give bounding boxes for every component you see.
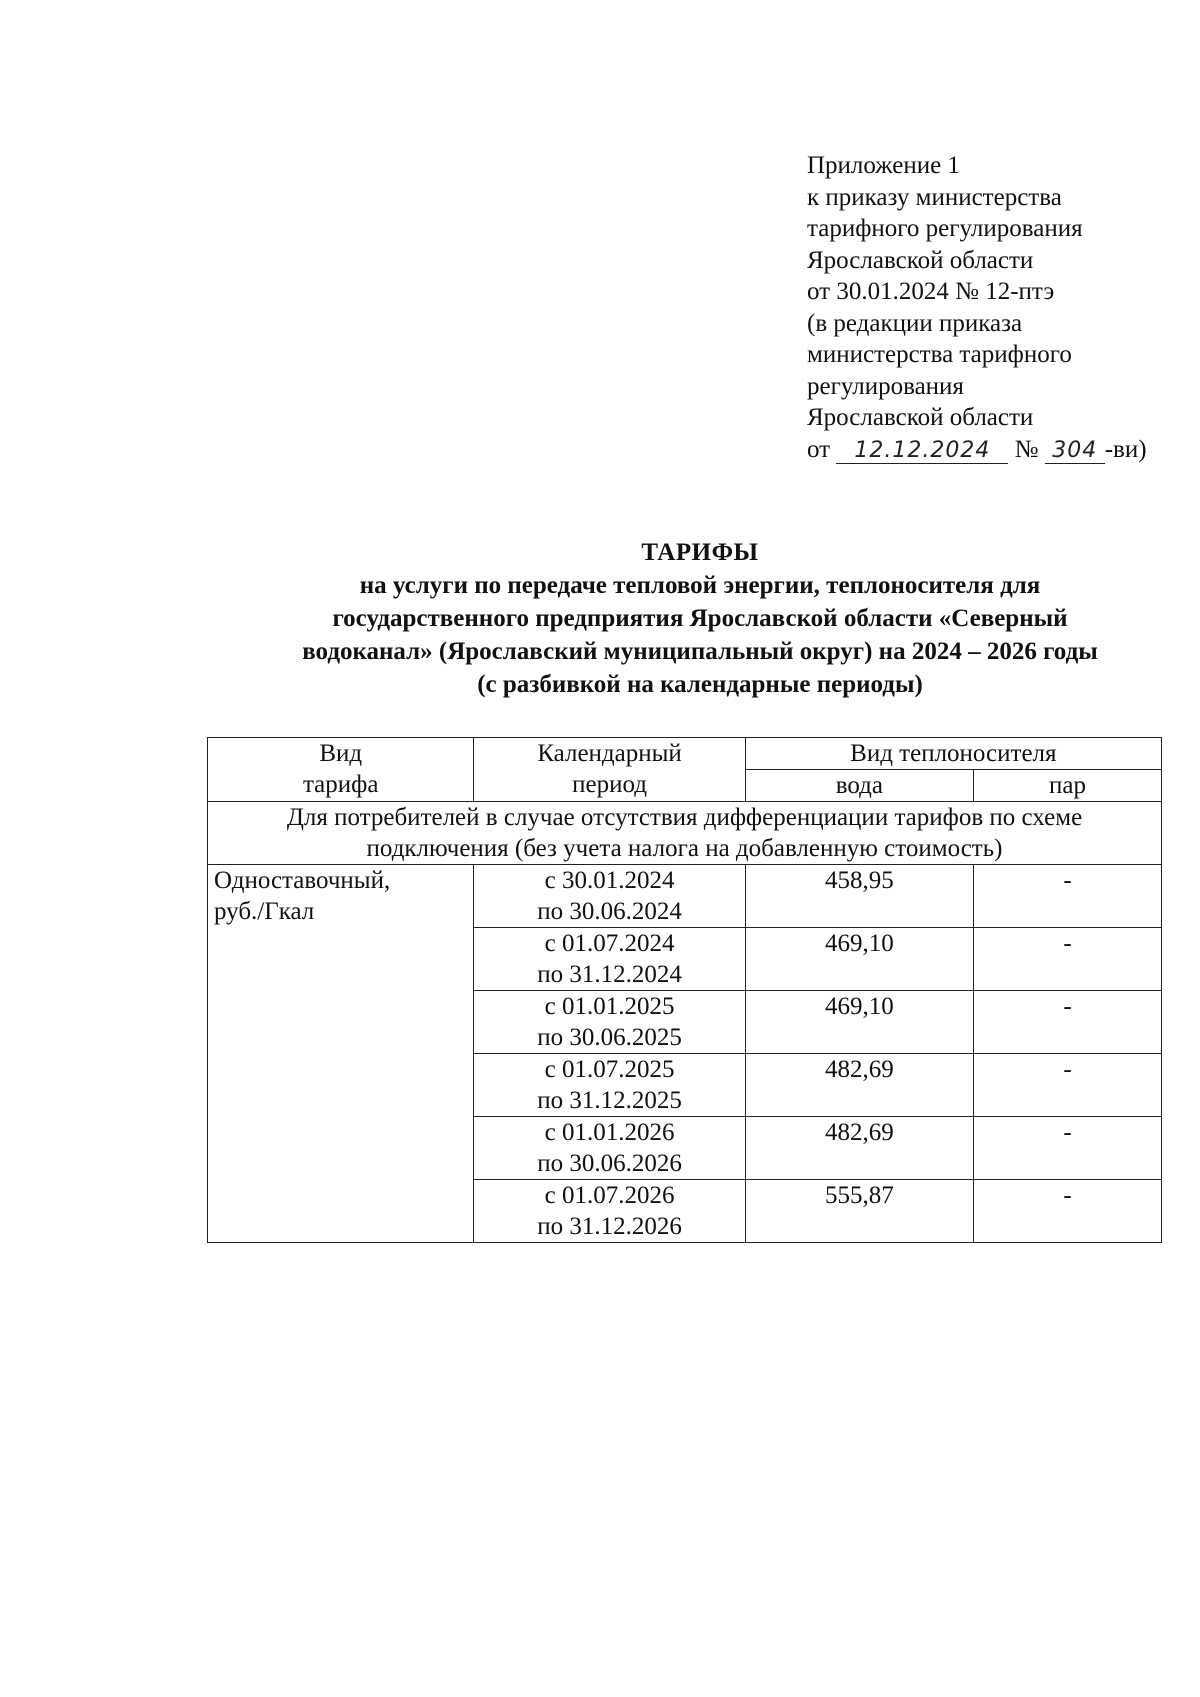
water-value: 469,10: [745, 928, 973, 991]
table-header-row: [208, 738, 1162, 770]
title-line: (с разбивкой на календарные периоды): [477, 671, 923, 698]
header-tariff-type: [208, 738, 474, 802]
period-cell: [474, 1054, 745, 1117]
period-from: с 30.01.2024: [544, 867, 675, 894]
steam-value: -: [974, 1054, 1162, 1117]
period-from: с 01.01.2025: [544, 993, 675, 1020]
appendix-block: [807, 150, 1147, 465]
period-cell: [474, 1117, 745, 1180]
tariff-unit: руб./Гкал: [214, 898, 315, 925]
handwritten-number: 304: [1045, 439, 1105, 464]
water-value: 555,87: [745, 1180, 973, 1243]
tariff-name: Одноставочный,: [214, 867, 391, 894]
period-from: с 01.01.2026: [544, 1119, 675, 1146]
appendix-from-label: от: [807, 435, 831, 463]
section-text: Для потребителей в случае отсутствия дифференциации тарифов по схеме: [286, 804, 1083, 831]
appendix-line: от 30.01.2024 № 12-птэ: [807, 278, 1055, 305]
appendix-line: министерства тарифного: [807, 341, 1072, 368]
period-from: с 01.07.2026: [544, 1182, 675, 1209]
handwritten-date: 12.12.2024: [836, 439, 1008, 464]
title-line: на услуги по передаче тепловой энергии, теплоносителя для: [359, 572, 1041, 599]
period-to: по 31.12.2024: [537, 961, 682, 988]
header-water: вода: [745, 770, 973, 802]
number-sign: №: [1014, 435, 1039, 463]
document-title: ТАРИФЫ: [641, 539, 759, 566]
header-steam: пар: [974, 770, 1162, 802]
section-row: [208, 802, 1162, 865]
appendix-line: Ярославской области: [807, 404, 1034, 431]
steam-value: -: [974, 928, 1162, 991]
period-to: по 31.12.2025: [537, 1087, 682, 1114]
header-text: Вид: [319, 740, 363, 767]
steam-value: -: [974, 991, 1162, 1054]
period-cell: [474, 865, 745, 928]
steam-value: -: [974, 1117, 1162, 1180]
header-text: Календарный: [537, 740, 682, 767]
tariff-name-cell: [208, 865, 474, 1243]
steam-value: -: [974, 865, 1162, 928]
document-title-block: [200, 536, 1200, 701]
period-to: по 30.06.2026: [537, 1150, 682, 1177]
appendix-line: (в редакции приказа: [807, 309, 1023, 337]
period-from: с 01.07.2025: [544, 1056, 675, 1083]
water-value: 458,95: [745, 865, 973, 928]
table-row: [208, 865, 1162, 928]
period-cell: [474, 991, 745, 1054]
appendix-suffix: -ви): [1104, 435, 1147, 463]
water-value: 482,69: [745, 1054, 973, 1117]
appendix-last-line: [807, 434, 1147, 466]
period-from: с 01.07.2024: [544, 930, 675, 957]
steam-value: -: [974, 1180, 1162, 1243]
appendix-line: тарифного регулирования: [807, 215, 1083, 242]
section-title: [208, 802, 1162, 865]
tariffs-table: [207, 737, 1162, 1243]
section-text: подключения (без учета налога на добавленную стоимость): [366, 835, 1003, 862]
header-text: тарифа: [302, 771, 379, 798]
appendix-line: к приказу министерства: [807, 183, 1062, 211]
title-line: водоканал» (Ярославский муниципальный округ) на 2024 – 2026 годы: [302, 638, 1098, 665]
period-cell: [474, 1180, 745, 1243]
header-text: период: [572, 771, 647, 798]
appendix-line: регулирования: [807, 372, 964, 400]
header-period: [474, 738, 745, 802]
water-value: 482,69: [745, 1117, 973, 1180]
appendix-line: Приложение 1: [807, 152, 960, 179]
header-carrier: Вид теплоносителя: [745, 738, 1161, 770]
period-to: по 30.06.2024: [537, 898, 682, 925]
period-cell: [474, 928, 745, 991]
period-to: по 31.12.2026: [537, 1213, 682, 1240]
title-line: государственного предприятия Ярославской области «Северный: [332, 605, 1068, 632]
appendix-line: Ярославской области: [807, 246, 1034, 274]
period-to: по 30.06.2025: [537, 1024, 682, 1051]
water-value: 469,10: [745, 991, 973, 1054]
